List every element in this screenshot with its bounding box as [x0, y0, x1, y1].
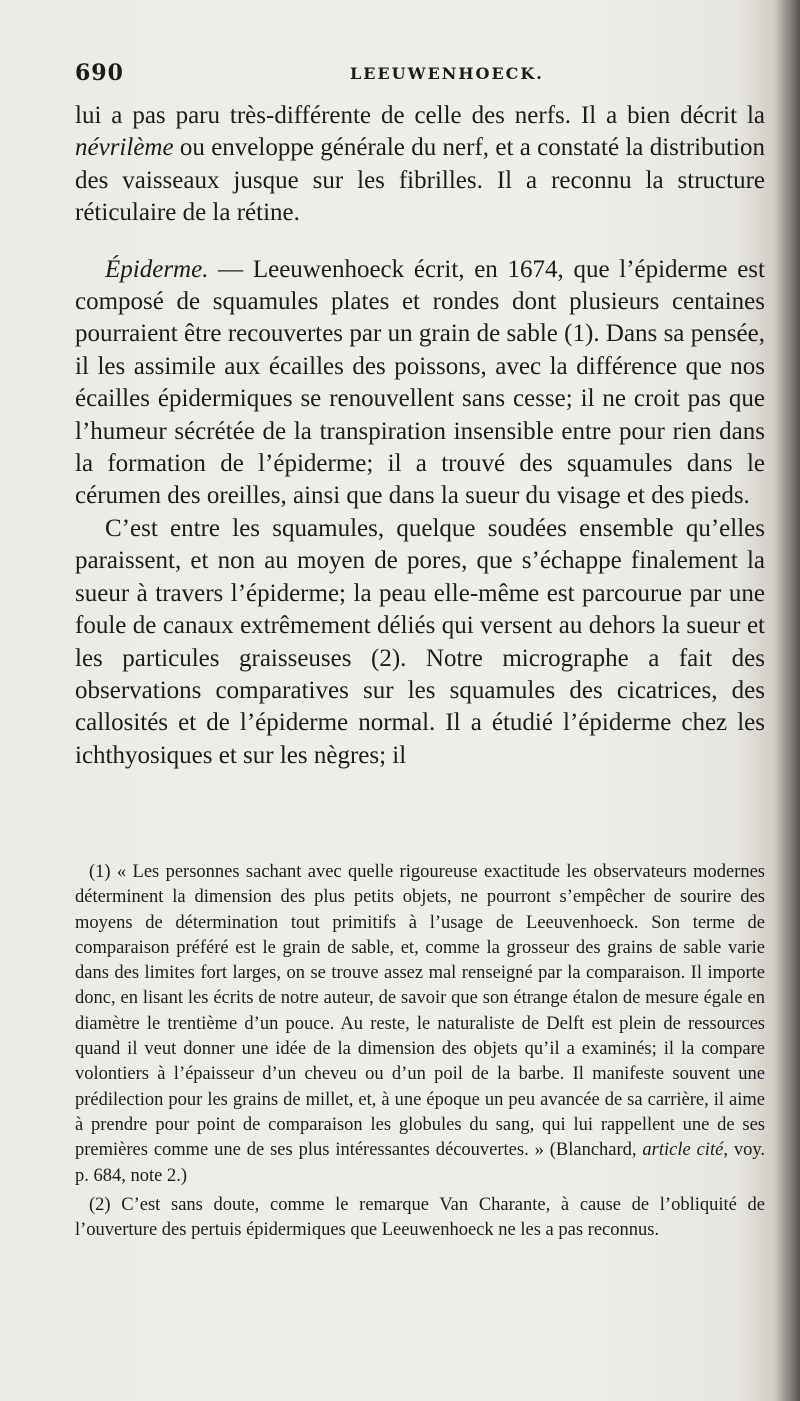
page-edge-shadow — [774, 0, 800, 1401]
paragraph-epiderme — [75, 254, 765, 513]
term-nevrileme: névrilème — [75, 134, 174, 162]
page-number: 690 — [75, 60, 124, 86]
footnote-citation-italic: article cité — [642, 1140, 724, 1161]
running-head: LEEUWENHOECK. — [350, 64, 544, 83]
section-heading-epiderme: Épiderme. — [105, 255, 209, 283]
page-header — [75, 60, 765, 100]
paragraph-text: lui a pas paru très-différente de celle des nerfs. Il a bien décrit la — [75, 102, 765, 129]
footnote-1 — [75, 860, 765, 1189]
paragraph-nerves — [75, 100, 765, 230]
footnote-text: (1) « Les personnes sachant avec quelle rigoureuse exactitude les observateurs modernes déterminent la dimension des plus petits objets, ne pourront s’empêcher de sourire des moyens de détermination tout primitifs à l’usage de Leeuvenhoeck. Son terme de comparaison préféré est le grain de sable, et, comme la grosseur des grains de sable varie dans des limites fort larges, on se trouve assez mal renseigné par la comparaison. Il importe donc, en lisant les écrits de notre auteur, de savoir que son étrange étalon de mesure égale en diamètre le trentième d’un pouce. Au reste, le naturaliste de Delft est plein de ressources quand il veut donner une idée de la dimension des objets qu’il a examinés; il la compare volontiers à l’épaisseur d’un cheveu ou d’un poil de la barbe. Il manifeste souvent une prédilection pour les grains de millet, et, à une époque un peu avancée de sa carrière, il aime à prendre pour point de comparaison les globules du sang, qui lui rappellent une de ses premières comme une de ses plus intéressantes découvertes. » (Blanchard, — [75, 862, 765, 1161]
footnote-text: (2) C’est sans doute, comme le remarque Van Charante, à cause de l’obliquité de l’ouverture des pertuis épidermiques que Leeuwenhoeck ne les a pas reconnus. — [75, 1194, 765, 1241]
paragraph-text: C’est entre les squamules, quelque soudées ensemble qu’elles paraissent, et non au moyen de pores, que s’échappe finalement la sueur à travers l’épiderme; la peau elle-même est parcourue par une foule de canaux extrêmement déliés qui versent au dehors la sueur et les particules graisseuses (2). Notre micrographe a fait des observations comparatives sur les squamules des cicatrices, des callosités et de l’épiderme normal. Il a étudié l’épiderme chez les ichthyosiques et sur les nègres; il — [75, 514, 765, 769]
paragraph-text: ou enveloppe générale du nerf, et a constaté la distribution des vaisseaux jusque sur les fibrilles. Il a reconnu la structure réticulaire de la rétine. — [75, 134, 765, 227]
paragraph-squamules — [75, 513, 765, 772]
footnote-text: , voy. p. 684, note 2.) — [75, 1140, 765, 1186]
footnote-2 — [75, 1193, 765, 1244]
main-text — [75, 100, 765, 772]
footnotes — [75, 860, 765, 1243]
paragraph-text: — Leeuwenhoeck écrit, en 1674, que l’épiderme est composé de squamules plates et rondes dont plusieurs centaines pourraient être recouvertes par un grain de sable (1). Dans sa pensée, il les assimile aux écailles des poissons, avec la différence que nos écailles épidermiques se renouvellent sans cesse; il ne croit pas que l’humeur sécrétée de la transpiration insensible entre pour rien dans la formation de l’épiderme; il a trouvé des squamules dans le cérumen des oreilles, ainsi que dans la sueur du visage et des pieds. — [75, 255, 765, 510]
